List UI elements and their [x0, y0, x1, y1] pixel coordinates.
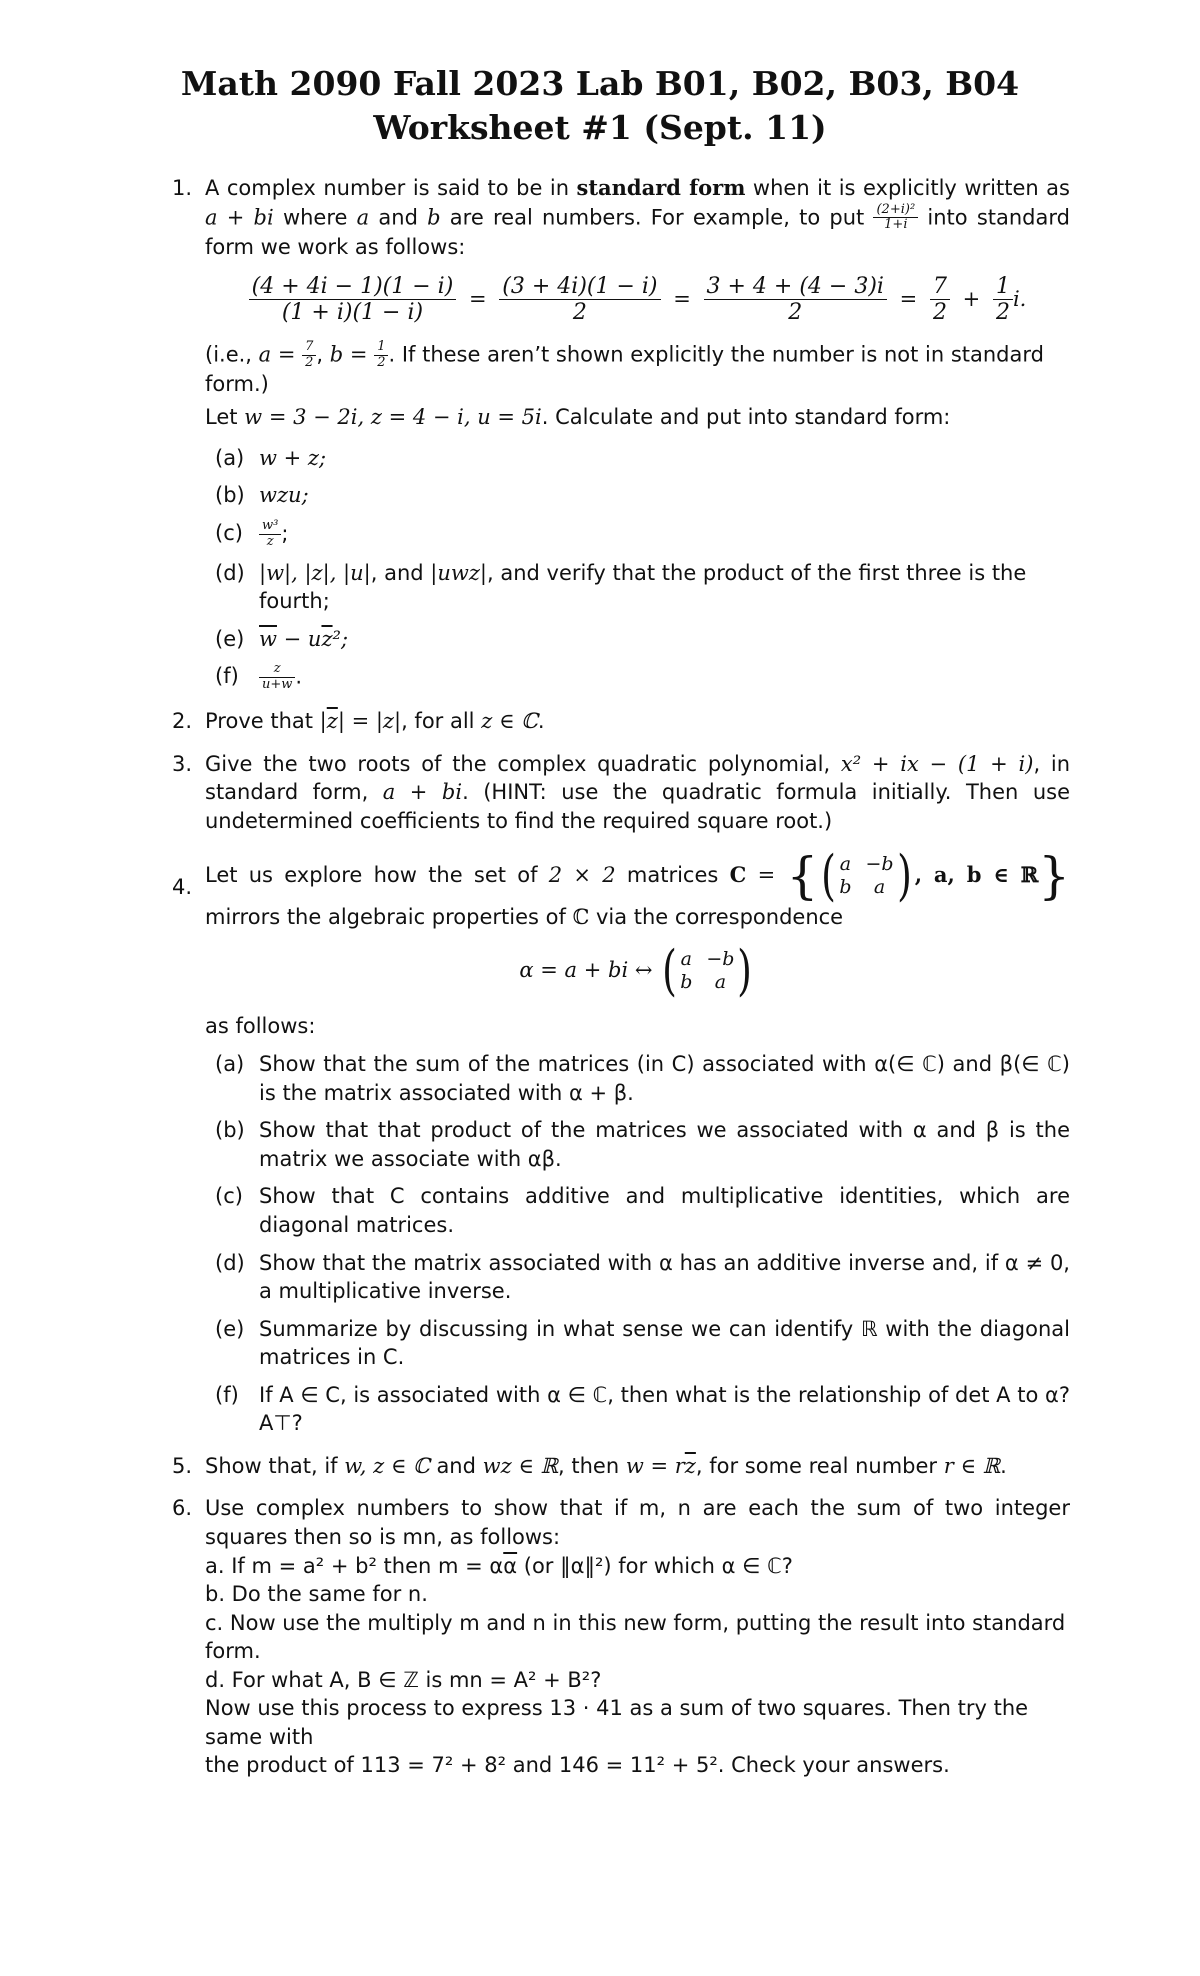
question-5: 5. Show that, if w, z ∈ ℂ and wz ∈ ℝ, then $w = r\overline{z}$, for some real number r ∈ ℝ.: [172, 1452, 1070, 1481]
part-4e: (e) Summarize by discussing in what sense we can identify ℝ with the diagonal matrices in C.: [215, 1316, 1070, 1370]
question-number: 2.: [172, 709, 193, 734]
question-number: 1.: [172, 176, 193, 200]
worksheet-body: [172, 174, 1070, 1794]
question-number: 5.: [172, 1453, 193, 1478]
part-6d: d. For what A, B ∈ ℤ is mn = A² + B²?: [205, 1667, 602, 1692]
question-2: 2. Prove that $|\overline{z}| = |z|$, for all z ∈ ℂ.: [172, 707, 1070, 736]
correspondence-equation: α = a + bi ↔ ( a −b b a ): [519, 938, 753, 1002]
part-1d: (d) |w|, |z|, |u|, and |uwz|, and verify that the product of the first three is the fourth;: [215, 560, 1027, 614]
title-line-2: Worksheet #1 (Sept. 11): [373, 108, 827, 148]
question-1-intro: A complex number is said to be in standard form when it is explicitly written as a + bi where a and b are real numbers. For example, to put $\frac{\text{(2+i)²}}{1+i}$ into standard form we work as follows:: [205, 175, 1070, 260]
as-follows-text: as follows:: [205, 1013, 316, 1038]
part-4d: (d) Show that the matrix associated with α has an additive inverse and, if α ≠ 0, a multiplicative inverse.: [215, 1250, 1070, 1304]
question-number: 3.: [172, 751, 193, 776]
part-4f: (f) If A ∈ C, is associated with α ∈ ℂ, then what is the relationship of det A to α? A⊤?: [215, 1382, 1070, 1436]
question-3: 3. Give the two roots of the complex quadratic polynomial, x² + ix − (1 + i), in standard form, a + bi. (HINT: use the quadratic formula initially. Then use undetermined coefficients to find the required square root.): [172, 751, 1071, 833]
part-4b: (b) Show that that product of the matrices we associated with α and β is the matrix we associate with αβ.: [215, 1118, 1070, 1171]
question-number: 4.: [172, 875, 193, 900]
question-1-parts: [205, 444, 1070, 693]
question-4: [172, 844, 1070, 1438]
part-1a: (a) w + z;: [215, 445, 327, 470]
question-6-closing-1: Now use this process to express 13 · 41 as a sum of two squares. Then try the same with: [205, 1696, 1029, 1749]
part-4c: (c) Show that C contains additive and multiplicative identities, which are diagonal matrices.: [215, 1184, 1070, 1238]
part-1f: (f) $\frac{z}{u+w}$ .: [215, 661, 303, 693]
set-matrix: ( a −b b a ): [821, 844, 912, 908]
question-6-intro: Use complex numbers to show that if m, n are each the sum of two integer squares then so is mn, as follows:: [205, 1496, 1070, 1549]
question-number: 6.: [172, 1496, 193, 1521]
part-6c: c. Now use the multiply m and n in this new form, putting the result into standard form.: [205, 1610, 1066, 1664]
part-6a: a. If m = a² + b² then $m = \alpha\overline{\alpha}$ (or ‖α‖²) for which α ∈ ℂ?: [205, 1553, 793, 1578]
question-6-closing-2: the product of 113 = 7² + 8² and 146 = 11² + 5². Check your answers.: [205, 1753, 950, 1778]
part-1c: (c) $\frac{\text{w³}}{z}$ ;: [215, 517, 289, 549]
question-6: [172, 1494, 1070, 1779]
example-fraction: $\frac{\text{(2+i)²}}{1+i}$: [873, 203, 918, 234]
let-statement: Let w = 3 − 2i, z = 4 − i, u = 5i. Calculate and put into standard form:: [205, 404, 951, 429]
question-1: [172, 174, 1070, 693]
part-4a: (a) Show that the sum of the matrices (in C) associated with α(∈ ℂ) and β(∈ ℂ) is the matrix associated with α + β.: [215, 1052, 1070, 1105]
part-1e: (e) $\overline{w} - u\overline{z}^2$;: [215, 626, 349, 651]
title-line-1: Math 2090 Fall 2023 Lab B01, B02, B03, B04: [180, 64, 1020, 103]
worked-example-equation: $\frac{(4 + 4i - 1)(1 - i)}{(1 + i)(1 - i)}$ = $\frac{(3 + 4i)(1 - i)}{2}$ = $\frac{3 + 4 + (4 - 3)i}{2}$ = $\frac{7}{2}$ + $\frac{1}{2}$ i.: [205, 274, 1070, 326]
worksheet-title: [0, 62, 1200, 150]
question-4-intro: Let us explore how the set of 2 × 2 matrices C = { ( a −b b a ) , a, b ∈ ℝ} mirrors the algebraic properties of ℂ via the correspondence: [205, 844, 1070, 930]
part-1b: (b) wzu;: [215, 483, 309, 508]
part-6b: b. Do the same for n.: [205, 1582, 428, 1607]
standard-form-note: (i.e., a = $\frac{7}{2}$ , b = $\frac{1}{2}$ . If these aren’t shown explicitly the number is not in standard form.): [205, 338, 1044, 397]
